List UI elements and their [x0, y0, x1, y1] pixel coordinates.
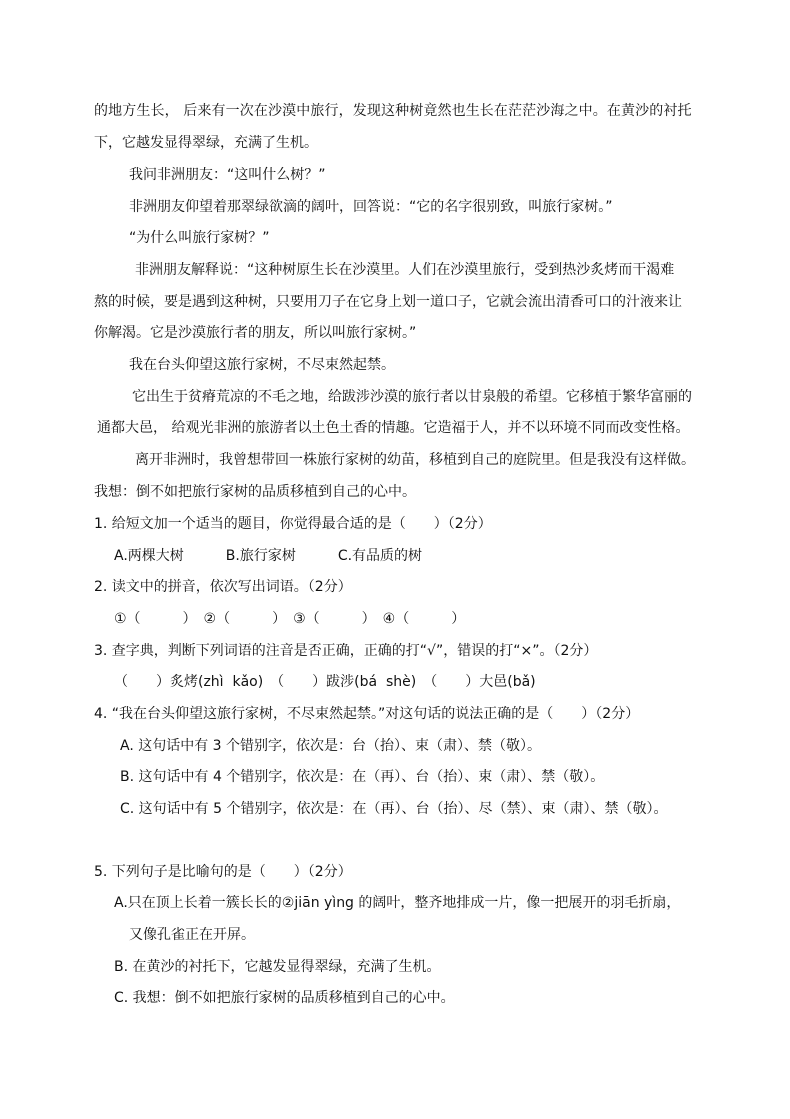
question-items: （ ）炙烤(zhì kǎo) （ ）跋涉(bá shè) （ ）大邑(bǎ): [114, 674, 536, 690]
option-b: B. 这句话中有 4 个错别字，依次是：在（再）、台（抬）、束（肃）、禁（敬）。: [120, 769, 605, 785]
question-stem: 5. 下列句子是比喻句的是（ ）（2分）: [94, 864, 352, 880]
option-a: A. 这句话中有 3 个错别字，依次是：台（抬）、束（肃）、禁（敬）。: [120, 738, 542, 754]
question-stem: 4. “我在台头仰望这旅行家树，不尽束然起禁。”对这句话的说法正确的是（ ）（2分）: [94, 706, 640, 722]
option-b: B. 在黄沙的衬托下，它越发显得翠绿，充满了生机。: [114, 959, 441, 975]
passage-paragraph-5-line-1: 非洲朋友解释说：“这种树原生长在沙漠里。人们在沙漠里旅行，受到热沙炙烤而干渴难: [135, 262, 675, 278]
question-options: A.两棵大树 B.旅行家树 C.有品质的树: [114, 548, 423, 564]
option-c: C. 我想：倒不如把旅行家树的品质移植到自己的心中。: [114, 990, 455, 1006]
passage-paragraph-4: “为什么叫旅行家树？”: [129, 230, 270, 246]
passage-paragraph-5-line-2: 熬的时候，要是遇到这种树，只要用刀子在它身上划一道口子，它就会流出清香可口的汁液来让: [94, 294, 682, 310]
question-stem: 1. 给短文加一个适当的题目，你觉得最合适的是（ ）（2分）: [94, 516, 492, 532]
option-a-line-1: A.只在顶上长着一簇长长的②jiān yìng 的阔叶，整齐地排成一片，像一把展开的羽毛折扇，: [114, 895, 681, 911]
passage-paragraph-1-line-2: 下，它越发显得翠绿，充满了生机。: [94, 135, 318, 151]
passage-paragraph-6: 我在台头仰望这旅行家树，不尽束然起禁。: [129, 357, 395, 373]
passage-paragraph-8-line-2: 我想：倒不如把旅行家树的品质移植到自己的心中。: [94, 484, 416, 500]
question-stem: 3. 查字典，判断下列词语的注音是否正确，正确的打“√”，错误的打“×”。（2分）: [94, 643, 598, 659]
passage-paragraph-5-line-3: 你解渴。它是沙漠旅行者的朋友，所以叫旅行家树。”: [94, 325, 417, 341]
passage-paragraph-8-line-1: 离开非洲时，我曾想带回一株旅行家树的幼苗，移植到自己的庭院里。但是我没有这样做。: [135, 452, 695, 468]
option-a-line-2: 又像孔雀正在开屏。: [129, 927, 255, 943]
passage-paragraph-7-line-1: 它出生于贫瘠荒凉的不毛之地，给跋涉沙漠的旅行者以甘泉般的希望。它移植于繁华富丽的: [132, 389, 692, 405]
passage-paragraph-3: 非洲朋友仰望着那翠绿欲滴的阔叶，回答说：“它的名字很别致，叫旅行家树。”: [129, 199, 613, 215]
answer-blanks: ①（ ） ②（ ） ③（ ） ④（ ）: [114, 611, 466, 627]
passage-paragraph-1-line-1: 的地方生长， 后来有一次在沙漠中旅行，发现这种树竟然也生长在茫茫沙海之中。在黄沙的衬托: [94, 103, 692, 119]
passage-paragraph-2: 我问非洲朋友：“这叫什么树？”: [129, 167, 326, 183]
option-c: C. 这句话中有 5 个错别字，依次是：在（再）、台（抬）、尽（禁）、束（肃）、禁（敬）。: [120, 801, 668, 817]
question-stem: 2. 读文中的拼音，依次写出词语。（2分）: [94, 579, 352, 595]
passage-paragraph-7-line-2: 通都大邑， 给观光非洲的旅游者以土色土香的情趣。它造福于人，并不以环境不同而改变性格。: [97, 420, 690, 436]
